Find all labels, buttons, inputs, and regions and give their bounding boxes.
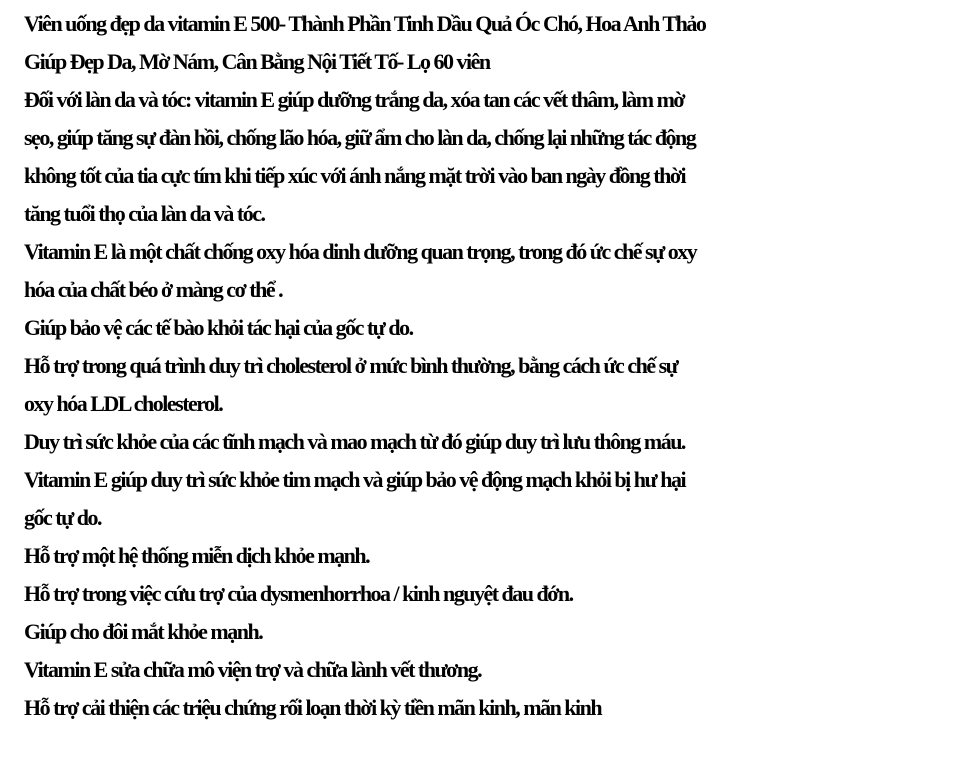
text-line: tăng tuổi thọ của làn da và tóc.	[24, 201, 265, 226]
text-line: gốc tự do.	[24, 505, 102, 530]
text-line: không tốt của tia cực tím khi tiếp xúc với ánh nắng mặt trời vào ban ngày đồng thời	[24, 163, 686, 188]
product-description	[24, 5, 959, 727]
text-line: hóa của chất béo ở màng cơ thể .	[24, 277, 283, 302]
text-line: Hỗ trợ một hệ thống miễn dịch khỏe mạnh.	[24, 543, 370, 568]
title-line-1: Viên uống đẹp da vitamin E 500- Thành Phần Tinh Dầu Quả Óc Chó, Hoa Anh Thảo	[24, 11, 706, 36]
text-line: sẹo, giúp tăng sự đàn hồi, chống lão hóa, giữ ẩm cho làn da, chống lại những tác động	[24, 125, 696, 150]
text-line: Giúp cho đôi mắt khỏe mạnh.	[24, 619, 263, 644]
text-line: Duy trì sức khỏe của các tĩnh mạch và mao mạch từ đó giúp duy trì lưu thông máu.	[24, 429, 685, 454]
text-line: Vitamin E sửa chữa mô viện trợ và chữa lành vết thương.	[24, 657, 482, 682]
text-line: Hỗ trợ cải thiện các triệu chứng rối loạn thời kỳ tiền mãn kinh, mãn kinh	[24, 695, 602, 720]
text-line: Đối với làn da và tóc: vitamin E giúp dưỡng trắng da, xóa tan các vết thâm, làm mờ	[24, 87, 685, 112]
text-line: Giúp bảo vệ các tế bào khỏi tác hại của gốc tự do.	[24, 315, 413, 340]
title-line-2: Giúp Đẹp Da, Mờ Nám, Cân Bằng Nội Tiết Tố- Lọ 60 viên	[24, 49, 490, 74]
text-line: oxy hóa LDL cholesterol.	[24, 391, 223, 416]
text-line: Vitamin E là một chất chống oxy hóa dinh dưỡng quan trọng, trong đó ức chế sự oxy	[24, 239, 697, 264]
text-line: Hỗ trợ trong quá trình duy trì cholesterol ở mức bình thường, bằng cách ức chế sự	[24, 353, 678, 378]
text-line: Hỗ trợ trong việc cứu trợ của dysmenhorrhoa / kinh nguyệt đau đớn.	[24, 581, 573, 606]
text-line: Vitamin E giúp duy trì sức khỏe tim mạch và giúp bảo vệ động mạch khỏi bị hư hại	[24, 467, 686, 492]
